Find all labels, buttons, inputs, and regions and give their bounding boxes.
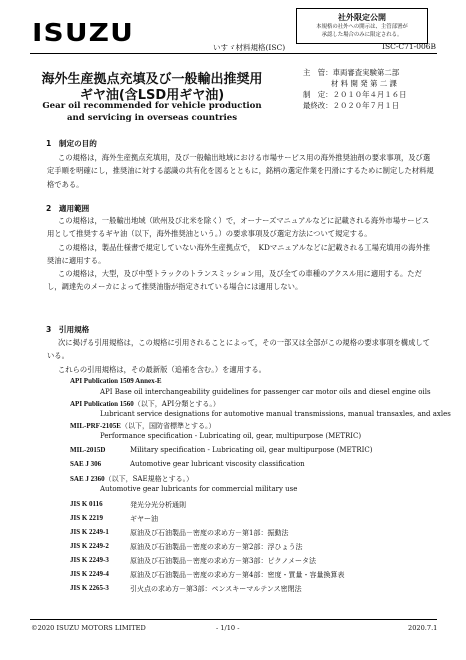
- section-3-paragraph-1: 次に掲げる引用規格は，この規格に引用されることによって，その一部又は全部がこの規格の要求事項を構成している。: [47, 338, 430, 361]
- confidentiality-box: [296, 8, 428, 44]
- ref-desc: API Base oil interchangeability guidelines for passenger car motor oils and diesel engine oils: [100, 388, 431, 396]
- dept-label: 主 管：: [303, 68, 333, 77]
- confidentiality-note-2: 承認した場合のみに限定される。: [321, 32, 403, 38]
- ref-desc: Performance specification - Lubricating oil, gear, multipurpose (METRIC): [100, 432, 362, 440]
- ref-code: JIS K 2219: [70, 514, 104, 522]
- section-2-paragraph-3: この規格は，大型，及び中型トラックのトランスミッション用，及び全ての車種のアクスル用に適用する。ただし，調達先のメーカによって推奨油脂が指定されている場合には適用しない。: [47, 269, 422, 292]
- ref-item: [70, 528, 109, 536]
- ref-desc: Military specification - Lubricating oil, gear multipurpose (METRIC): [130, 446, 373, 454]
- isuzu-logo: ISUZU: [32, 18, 134, 47]
- section-1-paragraph: この規格は，海外生産拠点充填用，及び一般輸出地域における市場サービス用の海外推奨油剤の要求事項，及び選定手順を明確にし，推奨油に対する認識の共有化を図るとともに，銘柄の選定作業を円滑にするために制定した材料規格である。: [47, 153, 434, 189]
- ref-desc: 発光分光分析通則: [130, 501, 186, 509]
- footer-page-number: - 1/10 -: [216, 624, 240, 632]
- ref-desc: 原油及び石油製品－密度の求め方－第3部：ピクノメータ法: [130, 557, 317, 565]
- header-rule: [30, 53, 437, 54]
- document-meta: [303, 67, 407, 111]
- section-3-body: [47, 336, 435, 376]
- document-number: ISC-C71-006B: [382, 42, 437, 51]
- ref-item: [70, 460, 101, 468]
- ref-desc: Automotive gear lubricant viscosity classification: [130, 460, 305, 468]
- section-1-body: [47, 151, 435, 191]
- section-2-paragraph-2: この規格は，製品仕様書で規定していない海外生産拠点で， KDマニュアルなどに記載される工場充填用の海外推奨油に適用する。: [47, 242, 431, 265]
- ref-item: [70, 500, 103, 508]
- title-en-line2: and servicing in overseas countries: [66, 113, 238, 123]
- ref-code: JIS K 2249-2: [70, 542, 109, 550]
- ref-item: [70, 556, 109, 564]
- footer-copyright: ©2020 ISUZU MOTORS LIMITED: [31, 624, 146, 632]
- ref-code: JIS K 2265-3: [70, 584, 109, 592]
- ref-code-suffix: （以下，国防省標準とする。）: [120, 422, 216, 430]
- ref-code: SAE J 2360: [70, 475, 105, 483]
- section-1-title: 1 制定の目的: [46, 139, 97, 148]
- dept-value-2: 材 料 開 発 第 二 課: [331, 79, 397, 88]
- ref-desc: 引火点の求め方－第3部：ペンスキーマルテンス密閉法: [130, 585, 302, 593]
- section-2-title: 2 適用範囲: [46, 204, 90, 213]
- footer-date: 2020.7.1: [408, 624, 438, 632]
- revised-value: ２０２０年７月１日: [332, 101, 400, 110]
- ref-item: [70, 446, 105, 454]
- ref-code: MIL-PRF-2105E: [70, 422, 121, 430]
- created-label: 制 定：: [303, 90, 333, 99]
- ref-desc: 原油及び石油製品－密度の求め方－第1部：振動法: [130, 529, 289, 537]
- revised-label: 最終改：: [303, 101, 333, 110]
- ref-code-suffix: （以下，API分類とする。）: [133, 400, 220, 408]
- ref-desc: 原油及び石油製品－密度の求め方－第2部：浮ひょう法: [130, 543, 303, 551]
- ref-item: [70, 474, 193, 484]
- ref-code: MIL-2015D: [70, 446, 106, 454]
- title-jp-line2: ギヤ油(含LSD用ギヤ油): [79, 88, 225, 103]
- ref-item: [70, 570, 109, 578]
- ref-item: [70, 514, 103, 522]
- created-value: ２０１０年４月１６日: [332, 90, 407, 99]
- ref-item: [70, 542, 109, 550]
- section-2-body: [47, 214, 435, 294]
- ref-code: SAE J 306: [70, 460, 102, 468]
- ref-code-suffix: （以下，SAE規格とする。）: [104, 475, 194, 483]
- title-jp-line1: 海外生産拠点充填及び一般輸出推奨用: [41, 72, 263, 87]
- ref-code: JIS K 0116: [70, 500, 103, 508]
- ref-desc: ギヤー油: [130, 515, 158, 523]
- ref-item: [70, 377, 162, 385]
- ref-code: JIS K 2249-4: [70, 570, 109, 578]
- standard-series: いすゞ材料規格(ISC): [213, 43, 286, 52]
- confidentiality-title: 社外限定公開: [338, 13, 386, 22]
- ref-code: API Publication 1560: [70, 400, 134, 408]
- confidentiality-note-1: 本規格の社外への開示は、主管部署が: [316, 24, 408, 30]
- ref-desc: 原油及び石油製品－密度の求め方－第4部：密度・質量・容量換算表: [130, 571, 345, 579]
- section-2-paragraph-1: この規格は，一般輸出地域（欧州及び北米を除く）で，オーナーズマニュアルなどに記載される海外市場サービス用として推奨するギヤ油（以下，海外推奨油という。）の要求事項及び選定方法について規定する。: [47, 216, 430, 239]
- ref-item: [70, 421, 215, 431]
- ref-code: JIS K 2249-3: [70, 556, 109, 564]
- ref-code: JIS K 2249-1: [70, 528, 109, 536]
- ref-item: [70, 584, 109, 592]
- dept-value-1: 車両審査実験第二部: [332, 68, 400, 77]
- section-3-title: 3 引用規格: [46, 325, 90, 334]
- ref-desc: Lubricant service designations for automotive manual transmissions, manual transaxles, and axles: [100, 410, 451, 418]
- ref-code: API Publication 1509 Annex-E: [70, 377, 162, 385]
- ref-desc: Automotive gear lubricants for commercial military use: [100, 485, 298, 493]
- title-en-line1: Gear oil recommended for vehicle production: [42, 101, 262, 111]
- section-3-paragraph-2: これらの引用規格は，その最新版（追補を含む。）を適用する。: [58, 364, 266, 374]
- ref-item: [70, 399, 220, 409]
- footer-rule: [30, 619, 437, 620]
